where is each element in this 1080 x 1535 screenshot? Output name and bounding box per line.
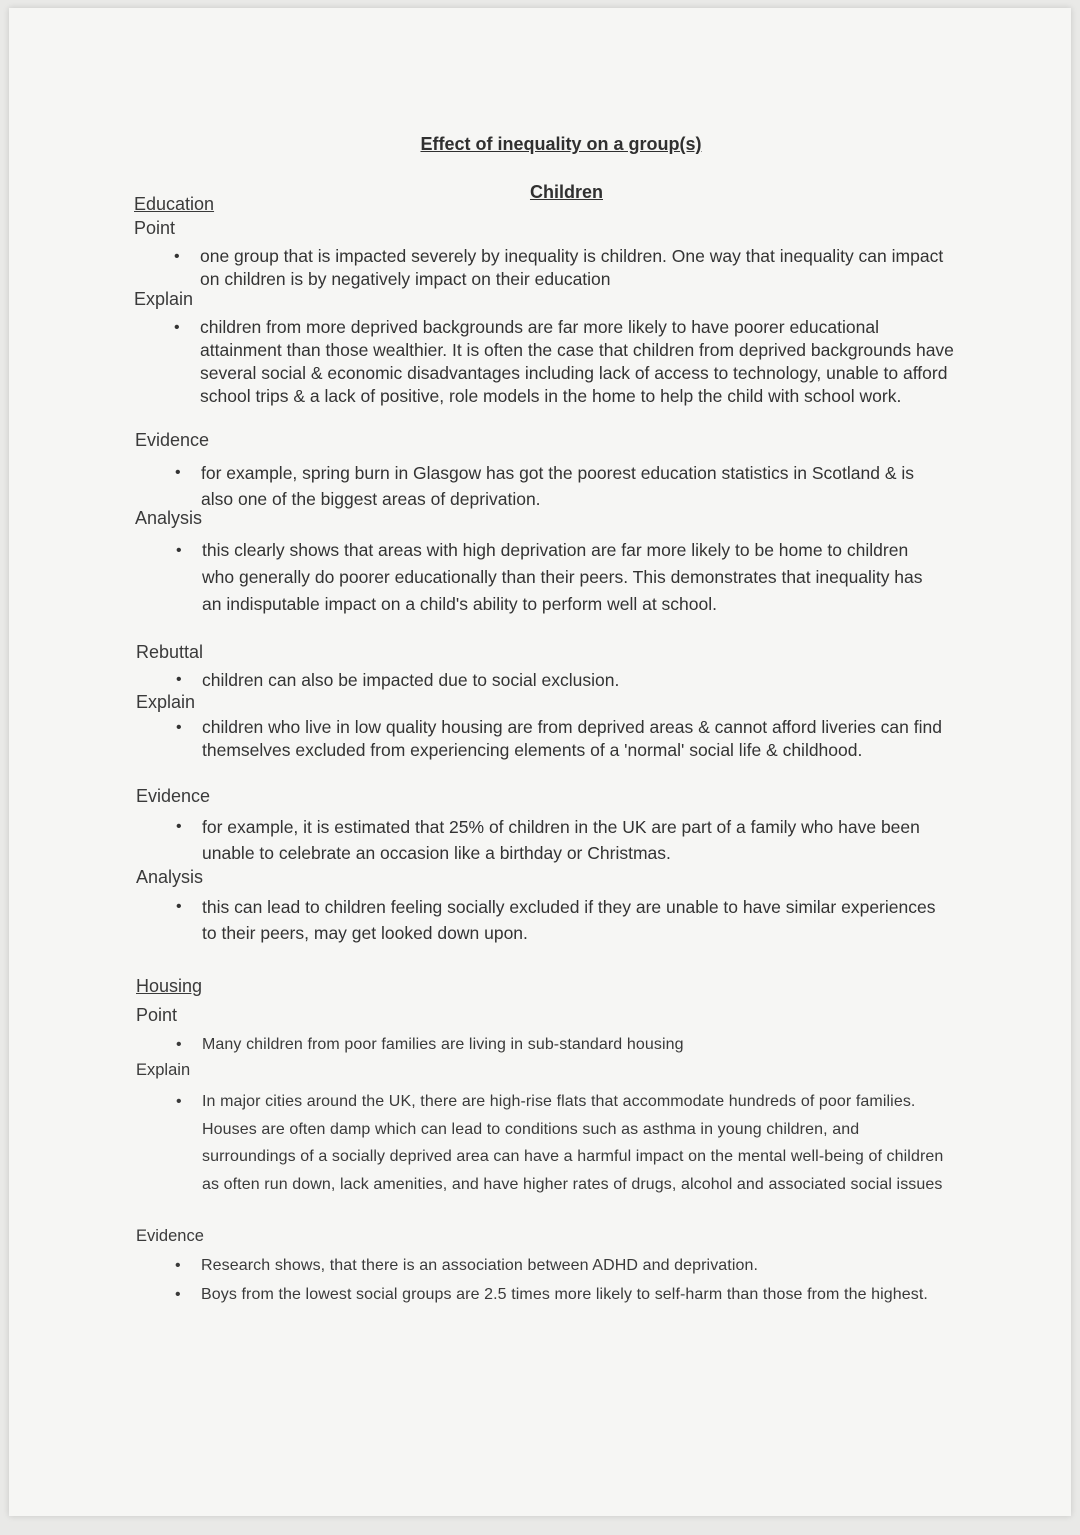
- education-explain-text: children from more deprived backgrounds are far more likely to have poorer educational attainment than those wealthier. It is often the case that children from deprived backgrounds have several social & economic disadvantages including lack of access to technology, unable to afford school trips & a lack of positive, role models in the home to help the child with school work.: [200, 317, 954, 406]
- housing-explain-item: [176, 1088, 947, 1198]
- education-point-item: [174, 245, 960, 291]
- education-point-text: one group that is impacted severely by inequality is children. One way that inequality can impact on children is by negatively impact on their education: [200, 246, 944, 289]
- education-explain-label: Explain: [134, 289, 194, 309]
- bullet-icon: •: [174, 248, 180, 265]
- education-explain2-text: children who live in low quality housing are from deprived areas & cannot afford liveries can find themselves excluded from experiencing elements of a 'normal' social life & childhood.: [202, 717, 942, 760]
- housing-heading: Housing: [136, 976, 203, 996]
- housing-explain-label: Explain: [136, 1061, 191, 1079]
- education-analysis-item: [176, 537, 942, 618]
- bullet-icon: •: [176, 818, 182, 835]
- housing-point-item: [176, 1032, 942, 1058]
- education-heading: Education: [134, 194, 215, 214]
- bullet-icon: •: [175, 1286, 181, 1303]
- housing-evidence2-item: [175, 1281, 946, 1308]
- housing-evidence1-item: [175, 1252, 946, 1279]
- bullet-icon: •: [176, 671, 182, 688]
- bullet-icon: •: [176, 898, 182, 915]
- document-title: Effect of inequality on a group(s): [420, 134, 702, 154]
- bullet-icon: •: [176, 1093, 182, 1110]
- bullet-icon: •: [175, 1257, 181, 1274]
- education-analysis-text: this clearly shows that areas with high deprivation are far more likely to be home to children who generally do poorer educationally than their peers. This demonstrates that inequality has an indisputable impact on a child's ability to perform well at school.: [202, 540, 923, 614]
- education-evidence-label: Evidence: [135, 430, 210, 450]
- education-rebuttal-label: Rebuttal: [136, 642, 204, 662]
- education-analysis2-label: Analysis: [136, 867, 204, 887]
- education-explain2-label: Explain: [136, 692, 196, 712]
- education-evidence2-item: [176, 814, 927, 866]
- education-evidence2-text: for example, it is estimated that 25% of children in the UK are part of a family who have been unable to celebrate an occasion like a birthday or Christmas.: [202, 817, 920, 863]
- bullet-icon: •: [176, 542, 182, 559]
- education-rebuttal-text: children can also be impacted due to social exclusion.: [202, 670, 620, 690]
- education-evidence-item: [175, 460, 921, 512]
- education-explain-item: [174, 316, 962, 408]
- bullet-icon: •: [175, 464, 181, 481]
- education-analysis-label: Analysis: [135, 508, 203, 528]
- education-analysis2-text: this can lead to children feeling socially excluded if they are unable to have similar experiences to their peers, may get looked down upon.: [202, 897, 936, 943]
- housing-evidence2-text: Boys from the lowest social groups are 2.5 times more likely to self-harm than those from the highest.: [201, 1286, 928, 1303]
- education-evidence2-label: Evidence: [136, 786, 211, 806]
- bullet-icon: •: [176, 719, 182, 736]
- bullet-icon: •: [174, 319, 180, 336]
- housing-point-label: Point: [136, 1005, 178, 1025]
- education-evidence-text: for example, spring burn in Glasgow has got the poorest education statistics in Scotland & is also one of the biggest areas of deprivation.: [201, 463, 915, 509]
- document-subtitle: Children: [529, 182, 603, 202]
- housing-explain-text: In major cities around the UK, there are high-rise flats that accommodate hundreds of poor families. Houses are often damp which can lead to conditions such as asthma in young children, and surroundings of a socially deprived area can have a harmful impact on the mental well-being of children as often run down, lack amenities, and have higher rates of drugs, alcohol and associated social issues: [202, 1093, 944, 1193]
- document-page: [9, 8, 1071, 1516]
- education-rebuttal-item: [176, 668, 942, 692]
- education-explain2-item: [176, 716, 962, 762]
- housing-evidence-label: Evidence: [136, 1227, 204, 1245]
- housing-evidence1-text: Research shows, that there is an association between ADHD and deprivation.: [201, 1257, 759, 1274]
- education-analysis2-item: [176, 894, 942, 946]
- education-point-label: Point: [134, 218, 176, 238]
- bullet-icon: •: [176, 1036, 182, 1053]
- housing-point-text: Many children from poor families are living in sub-standard housing: [202, 1036, 684, 1053]
